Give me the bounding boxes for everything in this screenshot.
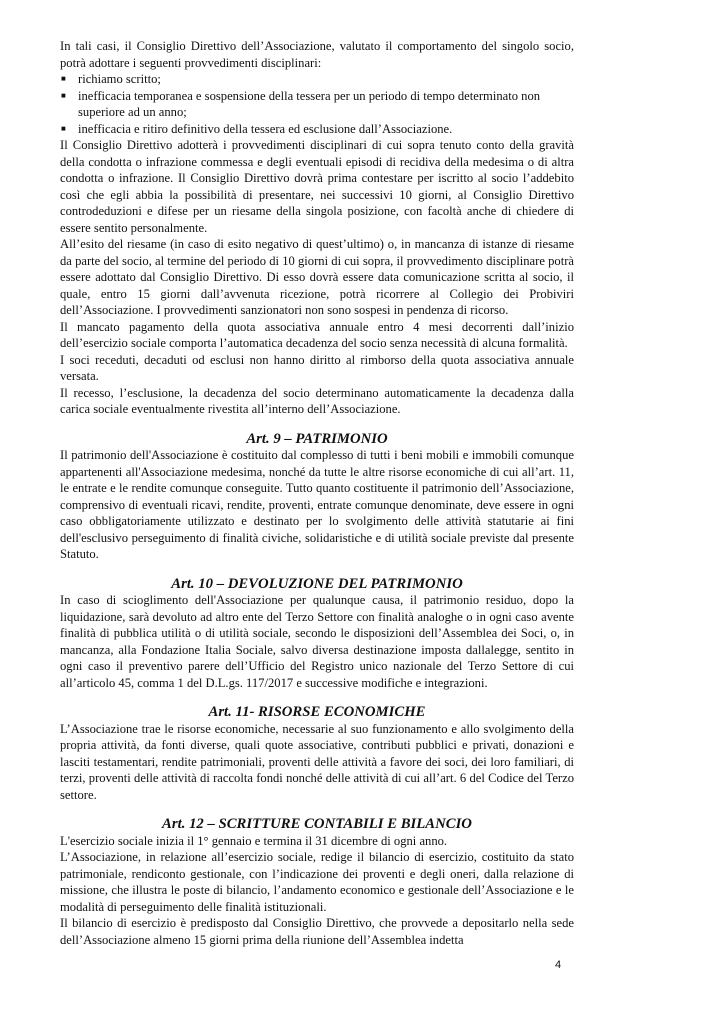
article-9-text: Il patrimonio dell'Associazione è costituito dal complesso di tutti i beni mobili e immobili comunque appartenenti all'Associazione medesima, nonché da tutte le altre risorse economiche di cui all’art. 11, le entrate e le rendite comunque conseguite. Tutto quanto costituente il patrimonio dell’Associazione, comprensivo di eventuali ricavi, rendite, proventi, entrate comunque denominate, deve essere in ogni caso obbligatoriamente utilizzato e destinato per lo svolgimento delle attività statutarie ai fini dell'esclusivo perseguimento di finalità civiche, solidaristiche e di utilità sociale previste dal presente Statuto. xyxy=(60,448,574,561)
bullet-square-icon: ■ xyxy=(61,123,66,133)
article-10-heading: Art. 10 – DEVOLUZIONE DEL PATRIMONIO xyxy=(171,575,463,592)
document-body xyxy=(60,38,574,948)
article-10-text: In caso di scioglimento dell'Associazione per qualunque causa, il patrimonio residuo, dopo la liquidazione, sarà devoluto ad altro ente del Terzo Settore con finalità analoghe o in ogni caso avente finalità di pubblica utilità o di utilità sociale, secondo le disposizioni dell’Assemblea dei Soci, o, in mancanza, alla Fondazione Italia Sociale, salvo diversa destinazione imposta dallalegge, sentito in ogni caso il preventivo parere dell’Ufficio del Registro unico nazionale del Terzo Settore di cui all’articolo 45, comma 1 del D.L.gs. 117/2017 e successive modifiche e integrazioni. xyxy=(60,593,574,690)
article-12-heading: Art. 12 – SCRITTURE CONTABILI E BILANCIO xyxy=(162,816,472,832)
paragraph: Il bilancio di esercizio è predisposto dal Consiglio Direttivo, che provvede a depositarlo nella sede dell’Associazione almeno 15 giorni prima della riunione dell’Assemblea indetta xyxy=(60,916,574,947)
article-11-text: L’Associazione trae le risorse economiche, necessarie al suo funzionamento e allo svolgimento della propria attività, da fonti diverse, quali quote associative, contributi pubblici e privati, donazioni e lasciti testamentari, rendite patrimoniali, proventi delle attività a favore dei soci, dei loro familiari, di terzi, proventi delle attività di raccolta fondi nonché delle attività di cui all’art. 6 del Codice del Terzo settore. xyxy=(60,721,574,802)
list-item: ■ richiamo scritto; xyxy=(61,72,161,86)
paragraph: All’esito del riesame (in caso di esito negativo di quest’ultimo) o, in mancanza di istanze di riesame da parte del socio, al termine del periodo di 10 giorni di cui sopra, il provvedimento disciplinare potrà essere adottato dal Consiglio Direttivo. Di esso dovrà essere data comunicazione scritta al socio, il quale, entro 15 giorni dall’avvenuta ricezione, potrà ricorrere al Collegio dei Probiviri dell’Associazione. I provvedimenti sanzionatori non sono sospesi in pendenza di ricorso. xyxy=(60,237,574,317)
paragraph: Il recesso, l’esclusione, la decadenza del socio determinano automaticamente la decadenza dalla carica sociale eventualmente rivestita all’interno dell’Associazione. xyxy=(60,385,574,416)
paragraph: Il mancato pagamento della quota associativa annuale entro 4 mesi decorrenti dall’inizio dell’esercizio sociale comporta l’automatica decadenza del socio senza necessità di alcuna formalità. xyxy=(60,319,574,350)
paragraph: L’Associazione, in relazione all’esercizio sociale, redige il bilancio di esercizio, costituito da stato patrimoniale, rendiconto gestionale, con l’indicazione dei proventi e degli oneri, dalla relazione di missione, che illustra le poste di bilancio, l’andamento economico e gestionale dell’Associazione e le modalità di perseguimento delle finalità istituzionali. xyxy=(60,850,574,914)
list-item: ■ inefficacia temporanea e sospensione della tessera per un periodo di tempo determinato non superiore ad un anno; xyxy=(61,88,541,119)
bullet-square-icon: ■ xyxy=(61,90,66,100)
intro-paragraph: In tali casi, il Consiglio Direttivo dell’Associazione, valutato il comportamento del singolo socio, potrà adottare i seguenti provvedimenti disciplinari: xyxy=(60,39,574,70)
article-9-heading: Art. 9 – PATRIMONIO xyxy=(246,430,388,447)
article-11-heading: Art. 11- RISORSE ECONOMICHE xyxy=(208,704,426,720)
bullet-square-icon: ■ xyxy=(61,74,66,83)
list-item: ■ inefficacia e ritiro definitivo della tessera ed esclusione dall’Associazione. xyxy=(61,121,453,136)
disciplinary-measures-list xyxy=(60,71,574,137)
paragraph: I soci receduti, decaduti od esclusi non hanno diritto al rimborso della quota associativa annuale versata. xyxy=(60,352,574,383)
paragraph: L'esercizio sociale inizia il 1° gennaio e termina il 31 dicembre di ogni anno. xyxy=(60,833,448,848)
page-number: 4 xyxy=(555,959,562,971)
paragraph: Il Consiglio Direttivo adotterà i provvedimenti disciplinari di cui sopra tenuto conto della gravità della condotta o infrazione commessa e degli eventuali episodi di recidiva della medesima o di altra condotta o infrazione. Il Consiglio Direttivo dovrà prima contestare per iscritto al socio l’addebito così che egli abbia la possibilità di presentare, nei successivi 10 giorni, al Consiglio Direttivo controdeduzioni e difese per un riesame della singola posizione, con facoltà anche di chiedere di essere sentito personalmente. xyxy=(60,138,574,235)
